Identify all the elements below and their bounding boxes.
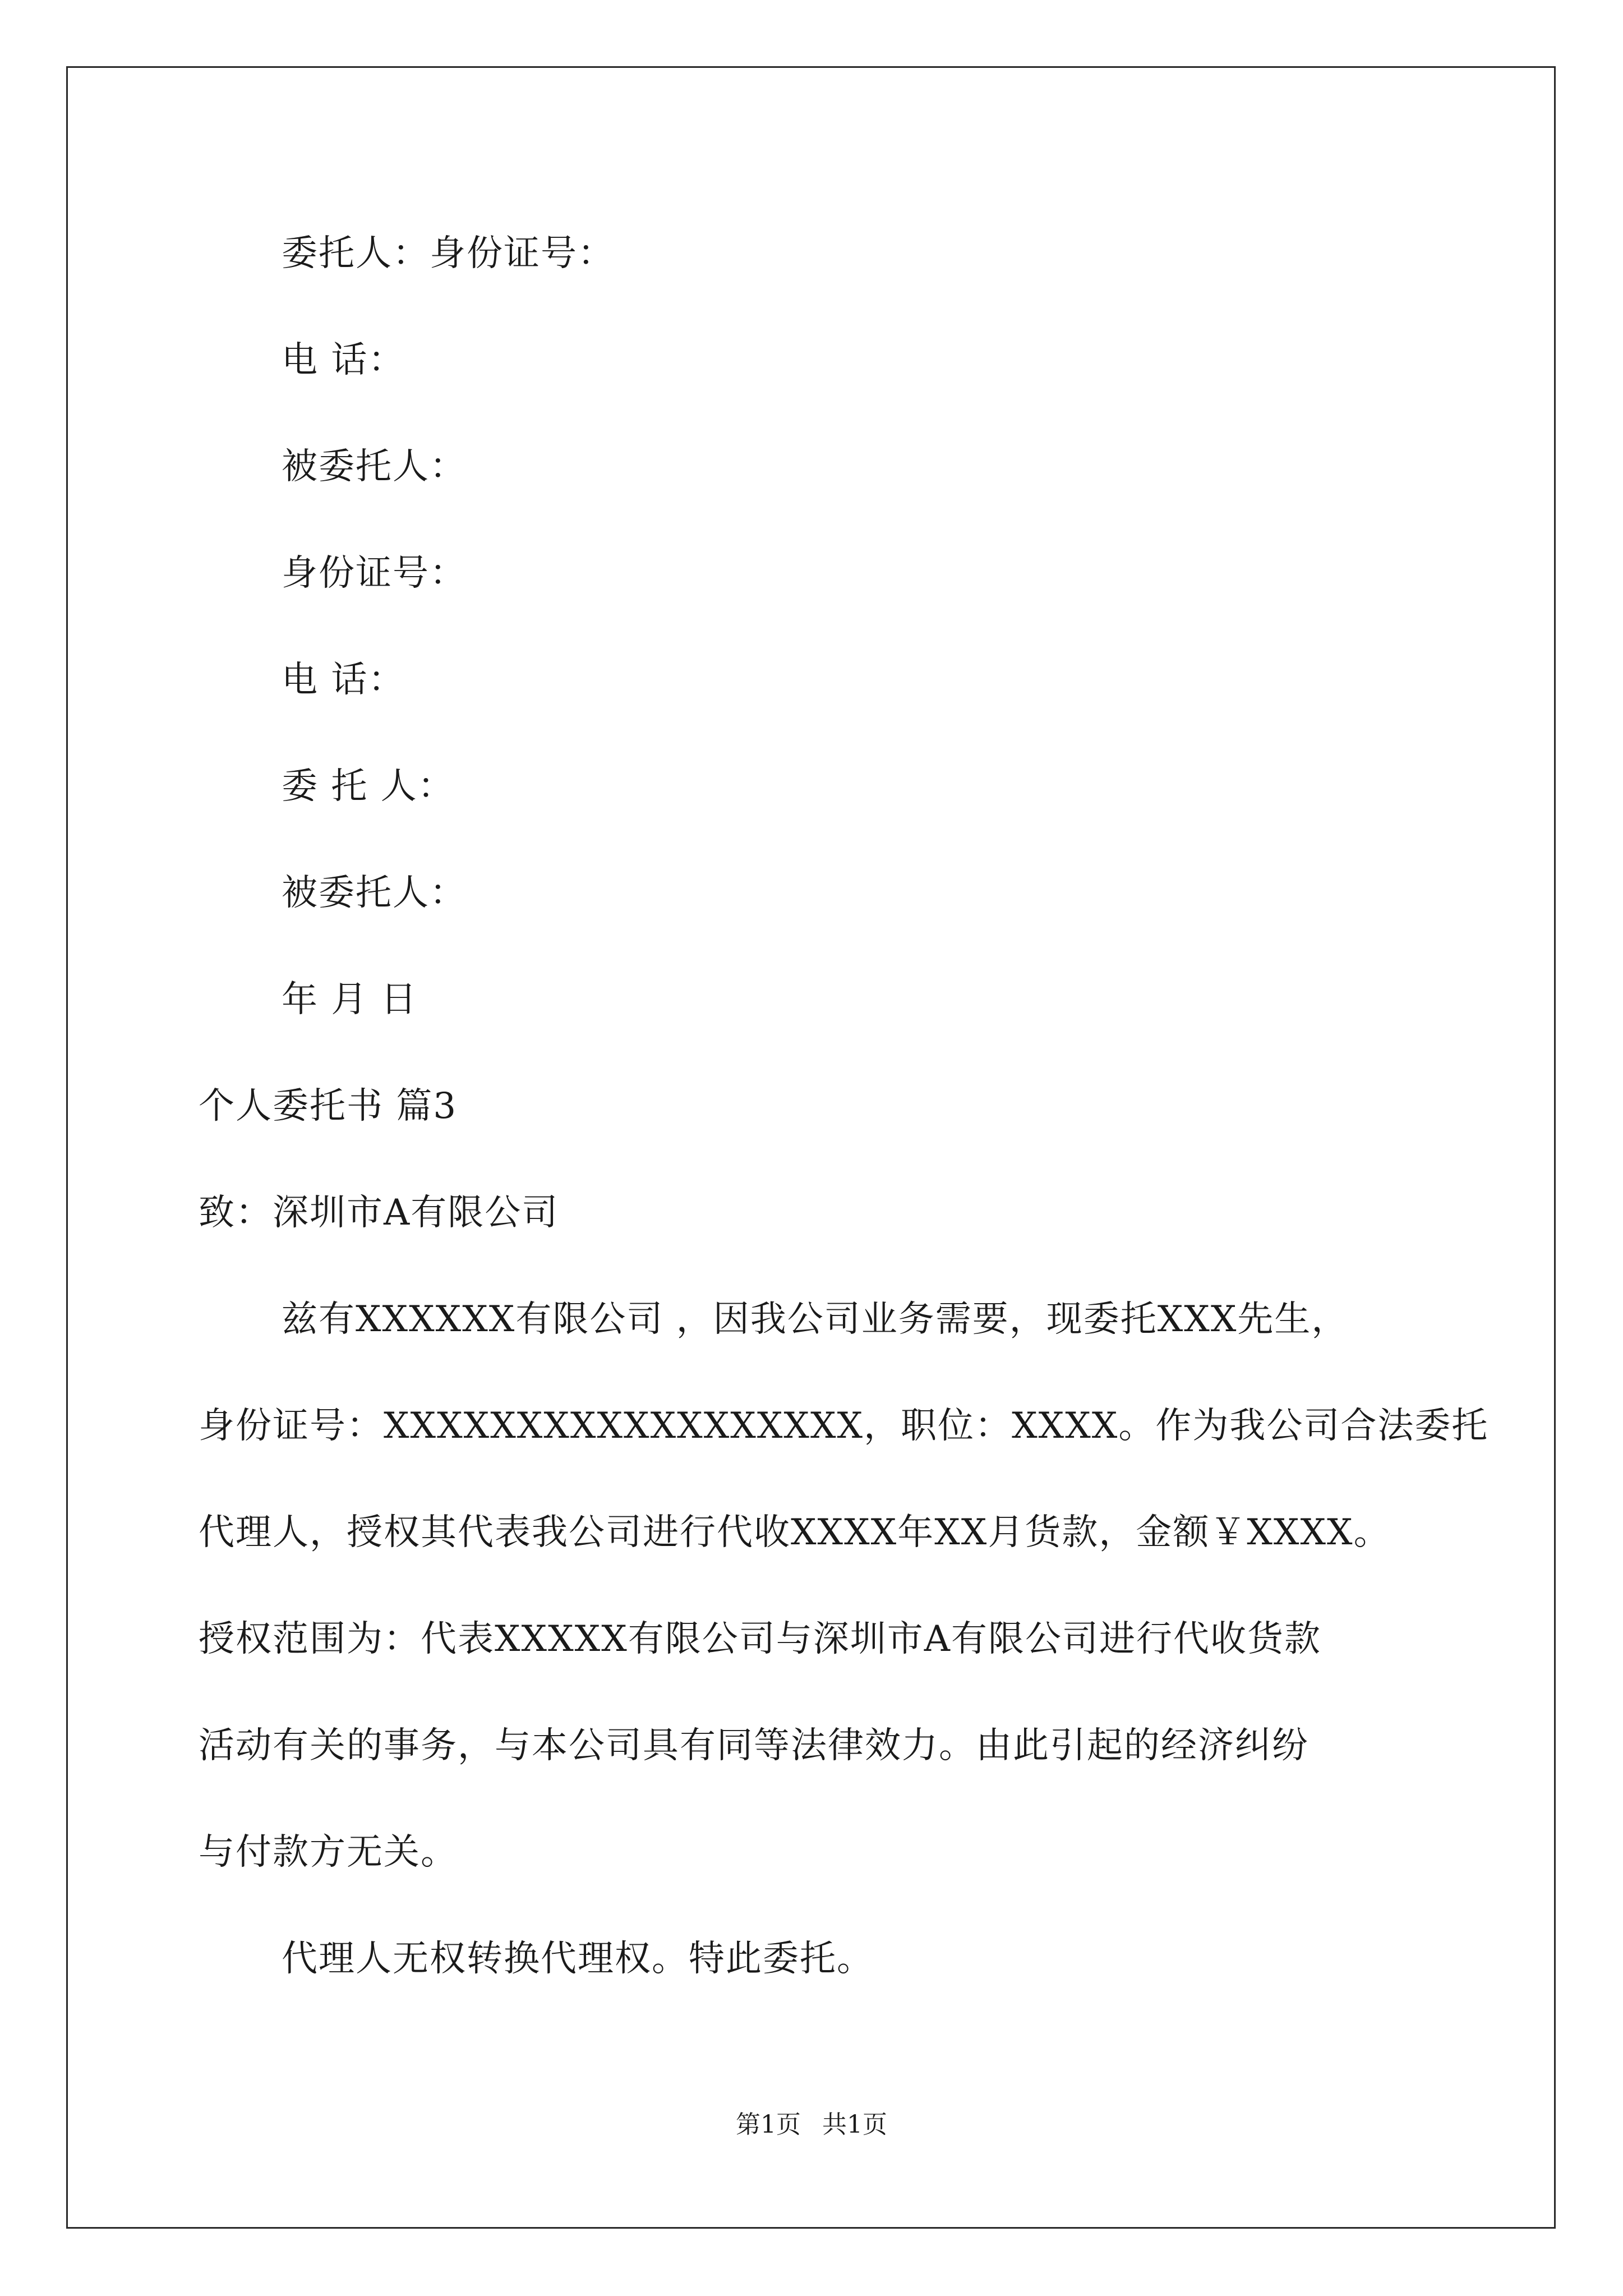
principal-id-line: 委托人：身份证号： xyxy=(282,233,615,274)
agent-phone-line: 电 话： xyxy=(282,659,405,701)
body-paragraph-line-1: 兹有XXXXXX有限公司 ，因我公司业务需要，现委托XXX先生， xyxy=(282,1299,1349,1340)
principal-signature-line: 委 托 人： xyxy=(282,766,455,807)
page-footer xyxy=(0,2109,1623,2141)
section-heading: 个人委托书 篇3 xyxy=(199,1085,458,1127)
body-paragraph-line-4: 授权范围为：代表XXXXX有限公司与深圳市A有限公司进行代收货款 xyxy=(199,1618,1322,1660)
page-number: 第1页 xyxy=(736,2110,801,2139)
body-paragraph-line-5: 活动有关的事务，与本公司具有同等法律效力。由此引起的经济纠纷 xyxy=(199,1725,1309,1766)
agent-signature-line: 被委托人： xyxy=(282,872,467,914)
closing-line: 代理人无权转换代理权。特此委托。 xyxy=(282,1938,874,1980)
body-paragraph-line-3: 代理人，授权其代表我公司进行代收XXXX年XX月货款，金额￥XXXX。 xyxy=(199,1512,1391,1553)
body-paragraph-line-6: 与付款方无关。 xyxy=(199,1832,458,1873)
page-total: 共1页 xyxy=(822,2110,887,2139)
agent-id-line: 身份证号： xyxy=(282,553,467,594)
addressee-line: 致：深圳市A有限公司 xyxy=(199,1192,559,1234)
agent-line: 被委托人： xyxy=(282,446,467,487)
page-border xyxy=(66,66,1556,2229)
date-line: 年 月 日 xyxy=(282,979,418,1020)
body-paragraph-line-2: 身份证号：XXXXXXXXXXXXXXXXXX，职位：XXXX。作为我公司合法委托 xyxy=(199,1405,1489,1447)
principal-phone-line: 电 话： xyxy=(282,339,405,381)
